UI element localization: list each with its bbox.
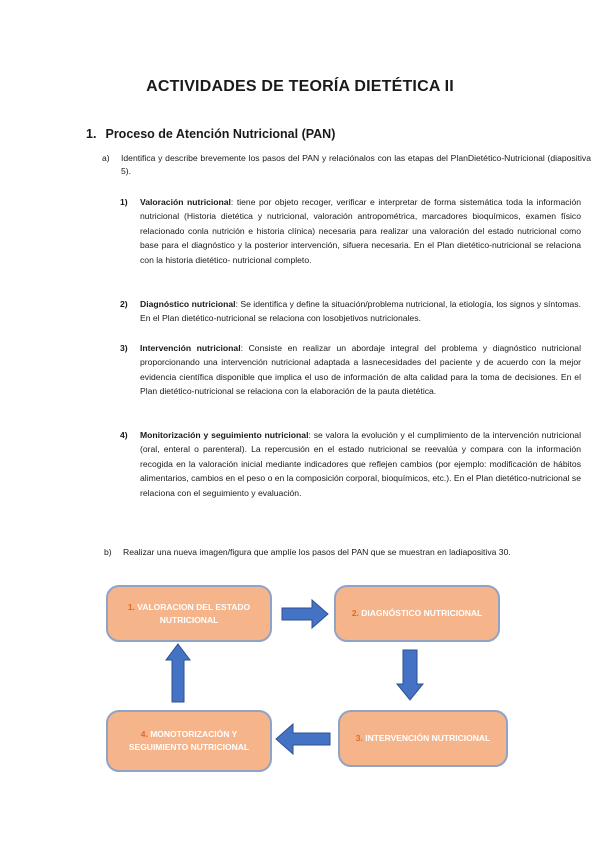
box-number: 2. xyxy=(351,608,359,618)
arrow-right-icon xyxy=(282,600,328,628)
section-heading xyxy=(86,127,335,141)
arrow-up-icon xyxy=(166,644,190,702)
item-heading: Intervención nutricional xyxy=(140,343,241,353)
list-item-valoracion xyxy=(120,195,581,267)
item-heading: Valoración nutricional xyxy=(140,197,231,207)
diagram-box-intervencion xyxy=(338,710,508,767)
list-item-diagnostico xyxy=(120,297,581,326)
page-title: ACTIVIDADES DE TEORÍA DIETÉTICA II xyxy=(146,78,454,95)
box-number: 1. xyxy=(127,601,135,612)
question-a-text: Identifica y describe brevemente los pasos del PAN y relaciónalos con las etapas del PlanDietético-Nutricional (diapositiva 5). xyxy=(121,153,591,176)
item-text: : se valora la evolución y el cumplimiento de la intervención nutricional (oral, enteral o parenteral). La repercusión en el estado nutricional se reevalúa y compara con la información recogida en la valoración inicial mediante indicadores que reflejen cambios (por ejemplo: modificación de hábitos alimentarios, cambios en el peso o en la composición corporal, bioquímicos, etc.). En el Plan dietético-nutricional se relaciona con el seguimiento y evaluación. xyxy=(140,430,581,498)
item-number: 1) xyxy=(120,197,128,207)
box-label: MONOTORIZACIÓN Y SEGUIMIENTO NUTRICIONAL xyxy=(128,729,250,752)
arrow-down-icon xyxy=(397,650,423,700)
question-a-label: a) xyxy=(102,153,110,163)
item-text: : tiene por objeto recoger, verificar e interpretar de forma sistemática toda la información nutricional (Historia dietética y nutricional, valoración antropométrica, marcadores bioquímicos, examen físico relacionado conla nutrición e historia clínica) necesaria para realizar una valoración del estado nutricional como base para el diagnóstico y la posterior intervención, sifuera necesaria. En el Plan dietético-nutricional se relaciona con la historia dietético- nutricional completo. xyxy=(140,197,581,265)
box-number: 4. xyxy=(140,729,148,739)
question-b-text: Realizar una nueva imagen/figura que amplíe los pasos del PAN que se muestran en ladiapositiva 30. xyxy=(123,547,511,557)
item-heading: Diagnóstico nutricional xyxy=(140,299,236,309)
list-item-intervencion xyxy=(120,341,581,399)
section-number: 1. xyxy=(86,127,97,141)
item-number: 3) xyxy=(120,343,128,353)
box-label: VALORACION DEL ESTADO NUTRICIONAL xyxy=(134,601,251,625)
box-number: 3. xyxy=(355,733,363,743)
arrow-left-icon xyxy=(276,724,330,754)
box-label: DIAGNÓSTICO NUTRICIONAL xyxy=(358,608,483,618)
list-item-monitorizacion xyxy=(120,428,581,500)
item-heading: Monitorización y seguimiento nutricional xyxy=(140,430,309,440)
diagram-box-valoracion xyxy=(106,585,272,642)
diagram-box-diagnostico xyxy=(334,585,500,642)
section-title: Proceso de Atención Nutricional (PAN) xyxy=(105,127,336,141)
item-number: 4) xyxy=(120,430,128,440)
item-text: : Se identifica y define la situación/problema nutricional, la etiología, los signos y síntomas. En el Plan dietético-nutricional se relaciona con losobjetivos nutricionales. xyxy=(140,299,581,324)
item-number: 2) xyxy=(120,299,128,309)
question-b-label: b) xyxy=(104,547,112,557)
diagram-box-monitorizacion xyxy=(106,710,272,772)
box-label: INTERVENCIÓN NUTRICIONAL xyxy=(362,733,491,743)
item-text: : Consiste en realizar un abordaje integral del problema y diagnóstico nutricional proporcionando una intervención nutricional adaptada a lasnecesidades del paciente y de acuerdo con la mejor evidencia científica disponible que implica el uso de información de alta calidad para la toma de decisiones. En el Plan dietético-nutricional se relaciona con la elaboración de la pauta dietética. xyxy=(140,343,581,397)
